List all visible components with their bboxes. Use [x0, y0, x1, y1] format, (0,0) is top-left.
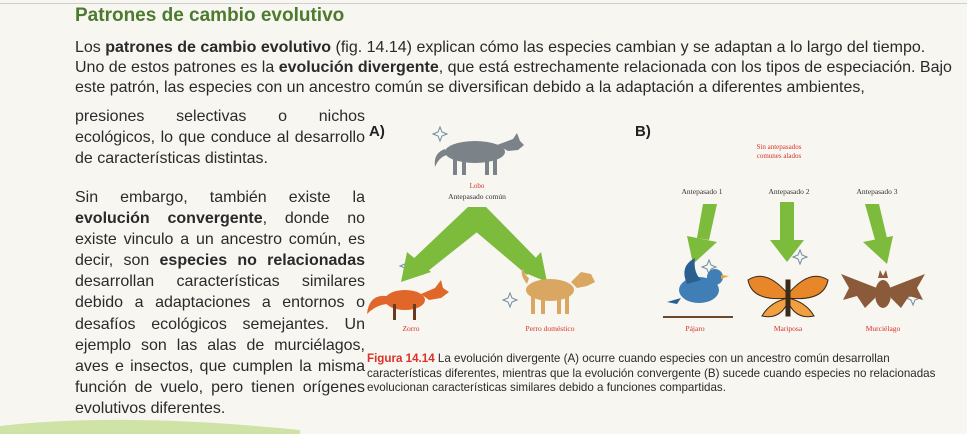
panel-b-label: B) — [635, 123, 651, 140]
divergent-arrow-icon — [401, 207, 547, 282]
label-murcielago: Murciélago — [865, 324, 901, 333]
label-antepasado-1: Antepasado 1 — [681, 187, 723, 196]
label-zorro: Zorro — [402, 324, 420, 333]
section-heading: Patrones de cambio evolutivo — [75, 5, 345, 26]
figure-caption-label: Figura 14.14 — [367, 352, 435, 365]
label-antepasado-comun: Antepasado común — [448, 192, 506, 201]
paragraph-continuation: presiones selectivas o nichos ecológicos, lo que conduce al desarrollo de características distintas. — [75, 108, 365, 168]
bird-illustration — [663, 258, 733, 318]
label-lobo: Lobo — [469, 182, 485, 190]
intro-paragraph: Los patrones de cambio evolutivo (fig. 14.14) explican cómo las especies cambian y se adaptan a lo largo del tiempo. Uno de estos patrones es la evolución divergente, que está estrechamente relacionada con los tipos de especiación. Bajo este patrón, las especies con un ancestro común se diversifican debido a la adaptación a diferentes ambientes, — [75, 39, 952, 96]
term-divergente: evolución divergente — [278, 59, 439, 76]
panel-a-label: A) — [369, 123, 385, 140]
label-sin-antepasados-2: comunes alados — [756, 152, 802, 160]
paragraph-convergent: Sin embargo, también existe la evolución convergente, donde no existe vinculo a un ancestro común, es decir, son especies no relacionadas desarrollan características similares debido a adaptaciones a entornos o desafíos ecológicos semejantes. Un ejemplo son las alas de murciélagos, aves e insectos, que cumplen la misma función de vuelo, pero tienen orígenes evolutivos diferentes. — [75, 189, 366, 417]
wolf-illustration — [435, 133, 524, 175]
label-pajaro: Pájaro — [685, 324, 705, 333]
term-patrones: patrones de cambio evolutivo — [105, 39, 332, 56]
convergent-arrows-icon — [687, 202, 893, 264]
label-antepasado-2: Antepasado 2 — [768, 187, 810, 196]
term-no-relacionadas: especies no relacionadas — [159, 252, 365, 270]
label-perro: Perro doméstico — [525, 324, 575, 333]
butterfly-illustration — [748, 276, 828, 317]
label-mariposa: Mariposa — [773, 324, 803, 333]
label-antepasado-3: Antepasado 3 — [856, 187, 898, 196]
decorative-wave — [0, 404, 300, 434]
label-sin-antepasados-1: Sin antepasados — [756, 143, 802, 151]
evolution-figure — [365, 112, 955, 352]
term-convergente: evolución convergente — [75, 210, 263, 228]
top-rule — [0, 3, 967, 4]
figure-caption: Figura 14.14 La evolución divergente (A) ocurre cuando especies con un ancestro común desarrollan características diferentes, mientras que la evolución convergente (B) sucede cuando especies no relacionadas evolucionan características similares debido a funciones compartidas. — [367, 352, 936, 395]
fox-illustration — [367, 280, 449, 320]
